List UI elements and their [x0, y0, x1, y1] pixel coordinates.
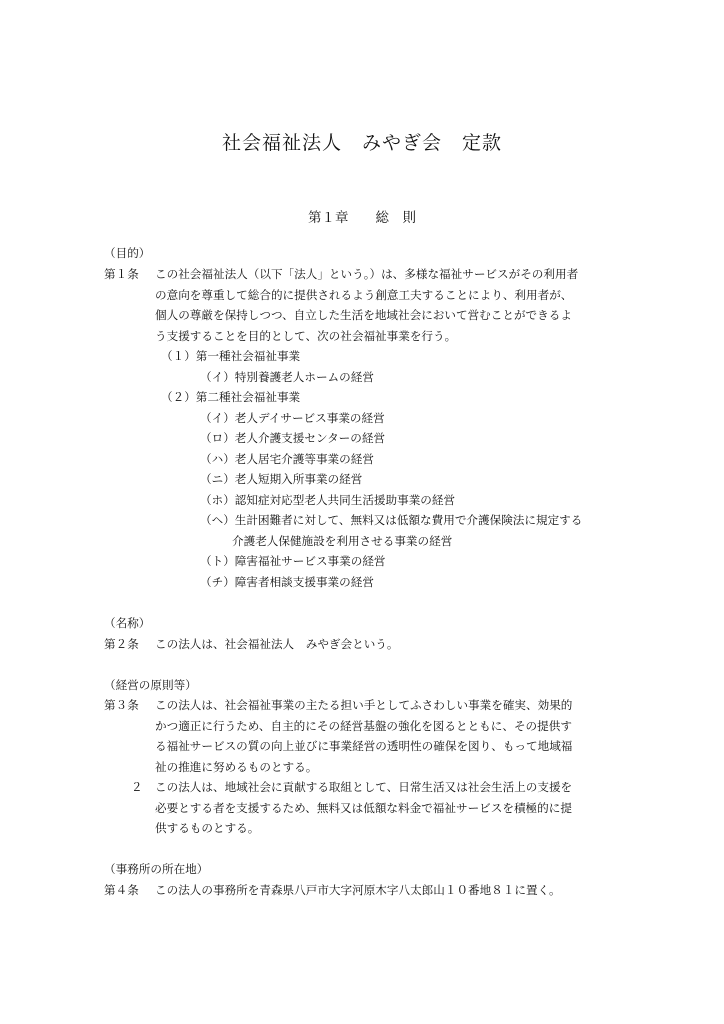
article-number: 第２条 — [104, 637, 139, 651]
article-text-line: この法人は、社会福祉法人 みやぎ会という。 — [155, 637, 399, 651]
article-text-line: 必要とする者を支援するため、無料又は低額な料金で福祉サービスを積極的に提 — [155, 801, 572, 815]
list-subitem-continuation: 介護老人保健施設を利用させる事業の経営 — [232, 534, 453, 548]
paragraph-number: ２ — [131, 780, 143, 794]
list-subitem: （ヘ）生計困難者に対して、無料又は低額な費用で介護保険法に規定する — [200, 513, 583, 527]
article-text-line: 個人の尊厳を保持しつつ、自立した生活を地域社会において営むことができるよ — [155, 308, 572, 322]
list-subitem: （ハ）老人居宅介護等事業の経営 — [200, 452, 374, 466]
list-subitem: （ト）障害福祉サービス事業の経営 — [200, 554, 386, 568]
list-subitem: （ロ）老人介護支援センターの経営 — [200, 431, 386, 445]
article-text-line: 祉の推進に努めるものとする。 — [155, 760, 318, 774]
document-title: 社会福祉法人 みやぎ会 定款 — [221, 132, 502, 154]
article-text-line: 供するものとする。 — [155, 821, 260, 835]
article-text-line: る福祉サービスの質の向上並びに事業経営の透明性の確保を図り、もって地域福 — [155, 739, 573, 753]
list-subitem: （ニ）老人短期入所事業の経営 — [200, 472, 363, 486]
article-number: 第１条 — [104, 267, 139, 281]
article-heading: （目的） — [104, 246, 151, 260]
article-heading: （経営の原則等） — [104, 678, 197, 692]
article-heading: （事務所の所在地） — [104, 862, 209, 876]
list-subitem: （イ）特別養護老人ホームの経営 — [200, 370, 374, 384]
article-text-line: この法人の事務所を青森県八戸市大字河原木字八太郎山１０番地８１に置く。 — [155, 883, 561, 897]
article-text-line: う支援することを目的として、次の社会福祉事業を行う。 — [155, 329, 457, 343]
article-number: 第３条 — [104, 698, 139, 712]
list-subitem: （イ）老人デイサービス事業の経営 — [200, 411, 385, 425]
article-text-line: かつ適正に行うため、自主的にその経営基盤の強化を図るとともに、その提供す — [155, 719, 572, 733]
chapter-heading: 第１章 総 則 — [308, 210, 416, 226]
list-subitem: （チ）障害者相談支援事業の経営 — [200, 575, 374, 589]
article-text-line: この社会福祉法人（以下「法人」という。）は、多様な福祉サービスがその利用者 — [155, 267, 579, 281]
article-text-line: の意向を尊重して総合的に提供されるよう創意工夫することにより、利用者が、 — [155, 288, 573, 302]
article-text-line: この法人は、地域社会に貢献する取組として、日常生活又は社会生活上の支援を — [155, 780, 573, 794]
article-heading: （名称） — [104, 616, 151, 630]
article-number: 第４条 — [104, 883, 139, 897]
list-item: （１）第一種社会福祉事業 — [161, 349, 301, 363]
list-item: （２）第二種社会福祉事業 — [161, 390, 301, 404]
list-subitem: （ホ）認知症対応型老人共同生活援助事業の経営 — [200, 493, 456, 507]
article-text-line: この法人は、社会福祉事業の主たる担い手としてふさわしい事業を確実、効果的 — [155, 698, 573, 712]
